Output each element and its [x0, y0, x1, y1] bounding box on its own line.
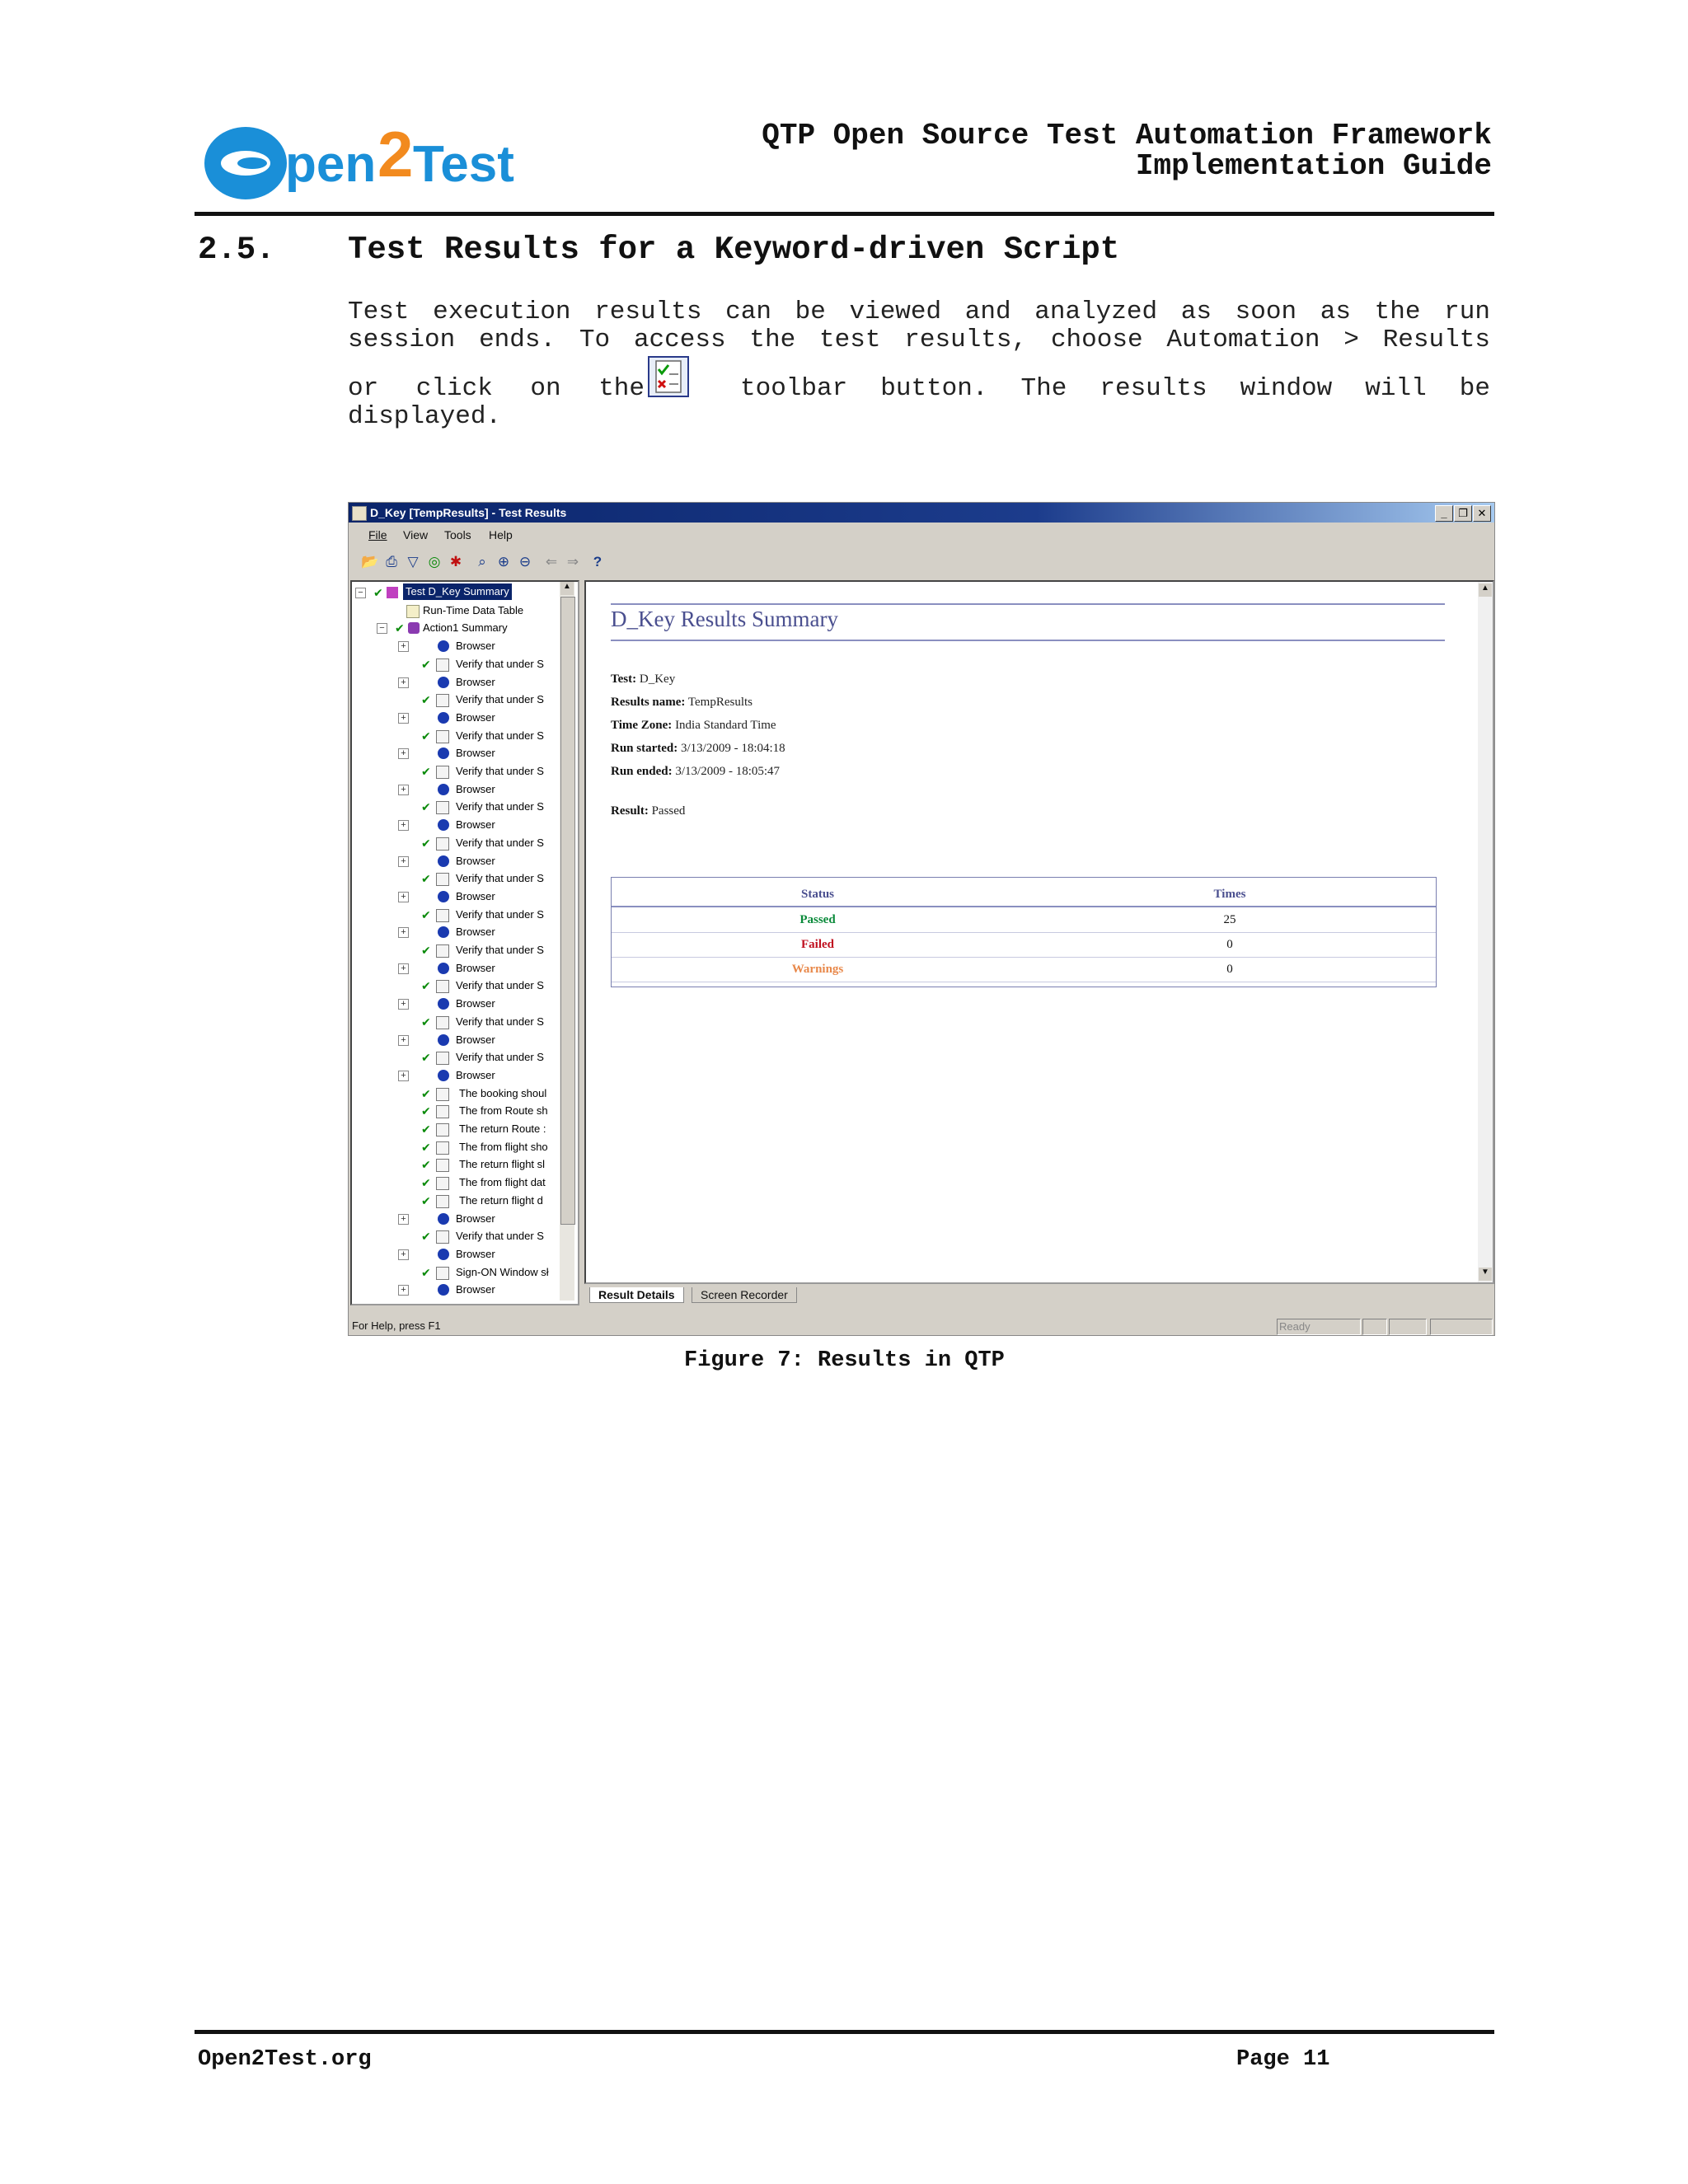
- checkpoint-icon: [436, 909, 449, 922]
- para-word: execution: [433, 298, 571, 326]
- tab-result-details[interactable]: Result Details: [589, 1287, 684, 1303]
- pass-check-icon: ✔: [421, 657, 431, 671]
- para-word: as: [1320, 298, 1351, 326]
- tree-row[interactable]: [352, 1263, 558, 1282]
- tree-row[interactable]: [352, 780, 558, 799]
- pass-check-icon: ✔: [421, 1230, 431, 1244]
- pass-check-icon: ✔: [421, 1122, 431, 1136]
- expand-icon: +: [398, 713, 409, 724]
- tree-row[interactable]: [352, 709, 558, 727]
- restore-icon[interactable]: ❐: [1454, 505, 1472, 522]
- expand-icon: +: [398, 748, 409, 759]
- tree-item-label: Verify that under S: [456, 729, 544, 742]
- para-word: the: [1374, 298, 1421, 326]
- tree-row[interactable]: [352, 691, 558, 709]
- tree-row[interactable]: [352, 1048, 558, 1066]
- test-icon: [387, 587, 398, 598]
- tree-item-label: The return Route :: [459, 1122, 546, 1135]
- browser-icon: [438, 677, 449, 688]
- pass-check-icon: ✔: [421, 765, 431, 778]
- summary-result: [611, 804, 685, 818]
- checkpoint-icon: [436, 801, 449, 814]
- pass-check-icon: ✔: [421, 944, 431, 957]
- status-panel-2: [1389, 1319, 1427, 1335]
- footer-left: Open2Test.org: [198, 2047, 372, 2072]
- para-word: test: [819, 326, 881, 354]
- para-word: results: [1100, 374, 1207, 403]
- run-ended-value: 3/13/2009 - 18:05:47: [675, 765, 781, 778]
- status-times: 25: [1223, 913, 1236, 926]
- zoom-out-icon[interactable]: ⊖: [518, 554, 532, 569]
- tree-row[interactable]: [352, 995, 558, 1013]
- tree-item-label: Browser: [456, 961, 495, 974]
- tree-item-label: Browser: [456, 640, 495, 653]
- pass-check-icon: ✔: [395, 621, 405, 635]
- checkpoint-icon: [436, 1230, 449, 1244]
- result-value: Passed: [651, 804, 686, 818]
- tree-item-label: Verify that under S: [456, 1230, 544, 1243]
- para-word: the: [749, 326, 796, 354]
- tree-item-label: Browser: [456, 747, 495, 760]
- pass-check-icon: ✔: [421, 907, 431, 921]
- back-icon[interactable]: ⇐: [545, 554, 558, 569]
- para-word: results: [594, 298, 702, 326]
- summary-title-rule: [611, 640, 1445, 641]
- collapse-icon: −: [377, 623, 387, 634]
- checkpoint-icon: [436, 1052, 449, 1065]
- pass-check-icon: ✔: [421, 1015, 431, 1029]
- minimize-icon[interactable]: _: [1435, 505, 1453, 522]
- svg-text:2: 2: [377, 118, 414, 190]
- tree-row[interactable]: [352, 798, 558, 816]
- expand-icon: +: [398, 1071, 409, 1081]
- para-text-2: [348, 326, 1490, 354]
- pass-check-icon: ✔: [421, 800, 431, 814]
- svg-text:pen: pen: [285, 136, 377, 193]
- status-label: Warnings: [791, 963, 844, 976]
- zoom-icon[interactable]: ✱: [449, 554, 462, 569]
- para-text-3b: [740, 375, 1490, 403]
- status-help-text: For Help, press F1: [352, 1319, 441, 1332]
- summary-scroll-down-icon[interactable]: ▼: [1479, 1268, 1492, 1281]
- tree-row[interactable]: [352, 1013, 558, 1031]
- tree-item-label: Browser: [456, 818, 495, 832]
- para-word: will: [1365, 374, 1427, 403]
- close-icon[interactable]: ✕: [1473, 505, 1491, 522]
- tree-row[interactable]: [352, 1227, 558, 1245]
- browser-icon: [438, 1034, 449, 1046]
- para-word: analyzed: [1034, 298, 1158, 326]
- expand-icon: +: [398, 1285, 409, 1296]
- results-name-value: TempResults: [687, 696, 753, 709]
- para-word: >: [1343, 326, 1359, 354]
- tree-item-label: Browser: [456, 1247, 495, 1260]
- table-icon: [406, 605, 420, 618]
- find-icon[interactable]: ◎: [428, 554, 441, 569]
- status-bar: [349, 1317, 1494, 1335]
- pass-check-icon: ✔: [421, 979, 431, 993]
- tree-row[interactable]: [352, 619, 558, 637]
- expand-icon: +: [398, 1035, 409, 1046]
- para-word: To: [579, 326, 611, 354]
- print-icon[interactable]: ⎙: [386, 554, 397, 569]
- para-word: ends.: [479, 326, 556, 354]
- expand-icon: +: [398, 856, 409, 867]
- para-word: access: [633, 326, 726, 354]
- browser-icon: [438, 712, 449, 724]
- menu-help[interactable]: Help: [489, 528, 513, 541]
- run-started-label: Run started:: [611, 742, 678, 755]
- tree-row[interactable]: [352, 1138, 558, 1156]
- figure-caption: Figure 7: Results in QTP: [684, 1348, 1005, 1373]
- section-title: Test Results for a Keyword-driven Script: [348, 232, 1120, 268]
- status-label: Passed: [799, 913, 836, 926]
- paragraph-line-2: [348, 326, 1490, 354]
- status-ready: Ready: [1277, 1319, 1361, 1335]
- results-tree: [350, 580, 579, 1305]
- browser-icon: [438, 784, 449, 795]
- tree-action-label: Action1 Summary: [423, 621, 508, 635]
- browser-icon: [438, 1213, 449, 1225]
- search-icon[interactable]: ⌕: [478, 554, 486, 569]
- expand-icon: +: [398, 641, 409, 652]
- tree-row[interactable]: [352, 583, 558, 602]
- tree-item-label: Browser: [456, 854, 495, 867]
- expand-icon: +: [398, 999, 409, 1010]
- open-icon[interactable]: 📂: [361, 554, 379, 569]
- run-ended-label: Run ended:: [611, 765, 673, 778]
- status-row: [612, 907, 1436, 933]
- pass-check-icon: ✔: [421, 1104, 431, 1118]
- tree-row[interactable]: [352, 602, 558, 620]
- para-word: soon: [1235, 298, 1297, 326]
- checkpoint-icon: [436, 980, 449, 993]
- pass-check-icon: ✔: [373, 586, 383, 599]
- checkpoint-icon: [436, 873, 449, 886]
- open2test-logo: [203, 115, 549, 201]
- checkpoint-icon: [436, 1177, 449, 1190]
- tree-row[interactable]: [352, 1281, 558, 1299]
- tree-item-label: Sign-ON Window sł: [456, 1265, 549, 1278]
- pass-check-icon: ✔: [421, 1158, 431, 1172]
- tree-row[interactable]: [352, 834, 558, 852]
- tree-row[interactable]: [352, 1210, 558, 1228]
- tree-row[interactable]: [352, 1174, 558, 1192]
- summary-top-rule: [611, 603, 1445, 605]
- results-summary-pane: [584, 580, 1494, 1284]
- tree-item-label: Browser: [456, 926, 495, 939]
- tree-item-label: Verify that under S: [456, 979, 544, 992]
- zoom-in-icon[interactable]: ⊕: [497, 554, 510, 569]
- para-word: toolbar: [740, 374, 848, 403]
- tree-row[interactable]: [352, 888, 558, 906]
- tree-item-label: Verify that under S: [456, 944, 544, 956]
- tree-item-label: Verify that under S: [456, 657, 544, 670]
- expand-icon: +: [398, 963, 409, 974]
- para-text-4: displayed.: [348, 402, 502, 431]
- tree-item-label: Browser: [456, 675, 495, 688]
- paragraph-line-3b: [740, 375, 1490, 403]
- para-word: Test: [348, 298, 410, 326]
- tree-item-label: The return flight d: [459, 1193, 543, 1207]
- checkpoint-icon: [436, 658, 449, 672]
- para-word: can: [725, 298, 771, 326]
- tree-item-label: Verify that under S: [456, 693, 544, 706]
- tree-item-label: The booking shoul: [459, 1086, 547, 1099]
- checkpoint-icon: [436, 1195, 449, 1208]
- summary-time-zone: [611, 719, 776, 733]
- para-word: or: [348, 374, 379, 403]
- para-word: Automation: [1166, 326, 1320, 354]
- forward-icon[interactable]: ⇒: [566, 554, 579, 569]
- browser-icon: [438, 855, 449, 867]
- expand-icon: +: [398, 677, 409, 688]
- menu-view[interactable]: View: [403, 528, 429, 541]
- status-table-header: [612, 878, 1436, 907]
- times-header: Times: [1213, 888, 1246, 901]
- status-label: Failed: [801, 938, 834, 951]
- tree-row[interactable]: [352, 1245, 558, 1263]
- para-word: session: [348, 326, 456, 354]
- checkpoint-icon: [436, 944, 449, 958]
- pass-check-icon: ✔: [421, 1086, 431, 1100]
- tree-item-label: Verify that under S: [456, 800, 544, 813]
- para-word: button.: [880, 374, 988, 403]
- results-name-label: Results name:: [611, 696, 686, 709]
- tree-row[interactable]: [352, 941, 558, 959]
- paragraph-line-3a: [348, 375, 645, 403]
- status-panel-1: [1362, 1319, 1387, 1335]
- checkpoint-icon: [436, 1123, 449, 1137]
- tree-row[interactable]: [352, 655, 558, 673]
- browser-icon: [438, 1070, 449, 1081]
- scroll-up-icon[interactable]: ▲: [560, 582, 574, 595]
- tree-row[interactable]: [352, 906, 558, 924]
- action-icon: [408, 622, 420, 634]
- tree-item-label: Browser: [456, 889, 495, 902]
- summary-vertical-scrollbar[interactable]: [1478, 582, 1493, 1282]
- para-word: results,: [904, 326, 1028, 354]
- status-panel-3: [1430, 1319, 1493, 1335]
- tree-row[interactable]: [352, 1120, 558, 1138]
- checkpoint-icon: [436, 694, 449, 707]
- tree-item-label: The return flight sl: [459, 1158, 546, 1171]
- tree-row[interactable]: [352, 744, 558, 762]
- pass-check-icon: ✔: [421, 729, 431, 743]
- browser-icon: [438, 640, 449, 652]
- pass-check-icon: ✔: [421, 836, 431, 850]
- summary-scroll-up-icon[interactable]: ▲: [1479, 583, 1492, 597]
- para-word: be: [1459, 374, 1490, 403]
- header-title: [762, 120, 1492, 181]
- tree-item-label: Browser: [456, 1033, 495, 1046]
- tree-item-label: Verify that under S: [456, 1051, 544, 1064]
- browser-icon: [438, 891, 449, 902]
- tree-item-label: The from flight dat: [459, 1176, 546, 1189]
- tree-item-label: Browser: [456, 1212, 495, 1225]
- footer-page: Page 11: [1236, 2047, 1330, 2072]
- para-word: on: [530, 374, 561, 403]
- browser-icon: [438, 748, 449, 759]
- tree-row[interactable]: [352, 959, 558, 977]
- tree-row[interactable]: [352, 869, 558, 888]
- header-title-line2: Implementation Guide: [1135, 149, 1492, 183]
- pass-check-icon: ✔: [421, 1265, 431, 1279]
- checkpoint-icon: [436, 1159, 449, 1172]
- para-word: the: [598, 374, 645, 403]
- menu-bar: [349, 524, 1494, 546]
- pass-check-icon: ✔: [421, 1140, 431, 1154]
- summary-results-name: [611, 696, 753, 710]
- checkpoint-icon: [436, 1105, 449, 1118]
- pass-check-icon: ✔: [421, 872, 431, 886]
- status-header: Status: [800, 888, 834, 901]
- checkpoint-icon: [436, 1088, 449, 1101]
- tree-row[interactable]: [352, 637, 558, 655]
- tab-screen-recorder[interactable]: Screen Recorder: [692, 1287, 797, 1303]
- test-results-window: [348, 502, 1495, 1336]
- tree-item-label: Browser: [456, 1283, 495, 1296]
- filter-icon[interactable]: ▽: [407, 554, 419, 569]
- time-zone-value: India Standard Time: [675, 719, 776, 732]
- browser-icon: [438, 998, 449, 1010]
- para-word: and: [964, 298, 1011, 326]
- expand-icon: +: [398, 820, 409, 831]
- run-started-value: 3/13/2009 - 18:04:18: [681, 742, 785, 755]
- checkpoint-icon: [436, 1016, 449, 1029]
- menu-file[interactable]: File: [368, 528, 387, 541]
- status-times: 0: [1226, 938, 1233, 951]
- para-word: as: [1180, 298, 1212, 326]
- tree-item-label: Browser: [456, 710, 495, 724]
- para-word: run: [1444, 298, 1490, 326]
- pass-check-icon: ✔: [421, 693, 431, 707]
- para-text-1: [348, 298, 1490, 326]
- status-table: [611, 877, 1437, 987]
- tree-row[interactable]: [352, 762, 558, 780]
- tree-row[interactable]: [352, 1085, 558, 1103]
- status-row: [612, 932, 1436, 958]
- footer-rule: [195, 2030, 1494, 2034]
- tree-row[interactable]: [352, 727, 558, 745]
- tree-root-label: Test D_Key Summary: [403, 583, 512, 600]
- pass-check-icon: ✔: [421, 1176, 431, 1190]
- tree-row[interactable]: [352, 1102, 558, 1120]
- svg-text:Test: Test: [413, 136, 514, 193]
- expand-icon: +: [398, 785, 409, 795]
- status-row: [612, 957, 1436, 982]
- summary-test: [611, 673, 675, 687]
- results-icon: [648, 356, 689, 397]
- para-word: viewed: [849, 298, 942, 326]
- app-icon: [352, 506, 367, 521]
- window-titlebar: [349, 503, 1494, 523]
- header-title-line1: QTP Open Source Test Automation Framework: [762, 119, 1492, 152]
- expand-icon: +: [398, 892, 409, 902]
- checkpoint-icon: [436, 1141, 449, 1155]
- tree-vertical-scrollbar[interactable]: [560, 582, 574, 1301]
- window-title: D_Key [TempResults] - Test Results: [370, 506, 567, 519]
- para-word: be: [795, 298, 826, 326]
- tree-item-label: Verify that under S: [456, 836, 544, 849]
- browser-icon: [438, 1249, 449, 1260]
- browser-icon: [438, 1284, 449, 1296]
- tree-row[interactable]: [352, 852, 558, 870]
- tree-row[interactable]: [352, 1031, 558, 1049]
- para-word: Results: [1382, 326, 1490, 354]
- tree-item-label: Verify that under S: [456, 907, 544, 921]
- toolbar: [349, 549, 1494, 575]
- tree-item-label: The from flight sho: [459, 1140, 548, 1153]
- checkpoint-icon: [436, 766, 449, 779]
- expand-icon: +: [398, 927, 409, 938]
- tree-data-table-label: Run-Time Data Table: [423, 603, 524, 616]
- expand-icon: +: [398, 1214, 409, 1225]
- help-icon[interactable]: ?: [593, 554, 603, 569]
- browser-icon: [438, 926, 449, 938]
- tree-item-label: Verify that under S: [456, 765, 544, 777]
- status-times: 0: [1226, 963, 1233, 976]
- para-word: The: [1020, 374, 1067, 403]
- tree-row[interactable]: [352, 816, 558, 834]
- tree-item-label: The from Route sh: [459, 1104, 548, 1118]
- summary-run-started: [611, 742, 785, 756]
- checkpoint-icon: [436, 1267, 449, 1280]
- browser-icon: [438, 963, 449, 974]
- tree-row[interactable]: [352, 1155, 558, 1174]
- pass-check-icon: ✔: [421, 1193, 431, 1207]
- checkpoint-icon: [436, 730, 449, 743]
- result-label: Result:: [611, 804, 649, 818]
- tree-row[interactable]: [352, 1192, 558, 1210]
- tree-row[interactable]: [352, 977, 558, 995]
- pass-check-icon: ✔: [421, 1051, 431, 1065]
- para-word: window: [1240, 374, 1333, 403]
- tree-item-label: Browser: [456, 1068, 495, 1081]
- expand-icon: +: [398, 1249, 409, 1260]
- menu-tools[interactable]: Tools: [444, 528, 471, 541]
- test-value: D_Key: [639, 673, 676, 686]
- test-label: Test:: [611, 673, 637, 686]
- browser-icon: [438, 819, 449, 831]
- summary-run-ended: [611, 765, 780, 779]
- para-word: click: [415, 374, 493, 403]
- para-text-3a: [348, 375, 645, 403]
- section-number: 2.5.: [198, 232, 275, 268]
- tree-row[interactable]: [352, 1066, 558, 1085]
- paragraph-line-1: [348, 298, 1490, 326]
- tree-item-label: Verify that under S: [456, 1015, 544, 1028]
- para-word: choose: [1050, 326, 1143, 354]
- collapse-icon: −: [355, 588, 366, 598]
- tree-item-label: Browser: [456, 997, 495, 1010]
- tree-row[interactable]: [352, 673, 558, 691]
- tree-item-label: Browser: [456, 782, 495, 795]
- tree-row[interactable]: [352, 923, 558, 941]
- time-zone-label: Time Zone:: [611, 719, 673, 732]
- checkpoint-icon: [436, 837, 449, 851]
- summary-title: D_Key Results Summary: [611, 607, 838, 631]
- scroll-thumb[interactable]: [560, 597, 575, 1225]
- header-rule: [195, 212, 1494, 216]
- tree-item-label: Verify that under S: [456, 872, 544, 885]
